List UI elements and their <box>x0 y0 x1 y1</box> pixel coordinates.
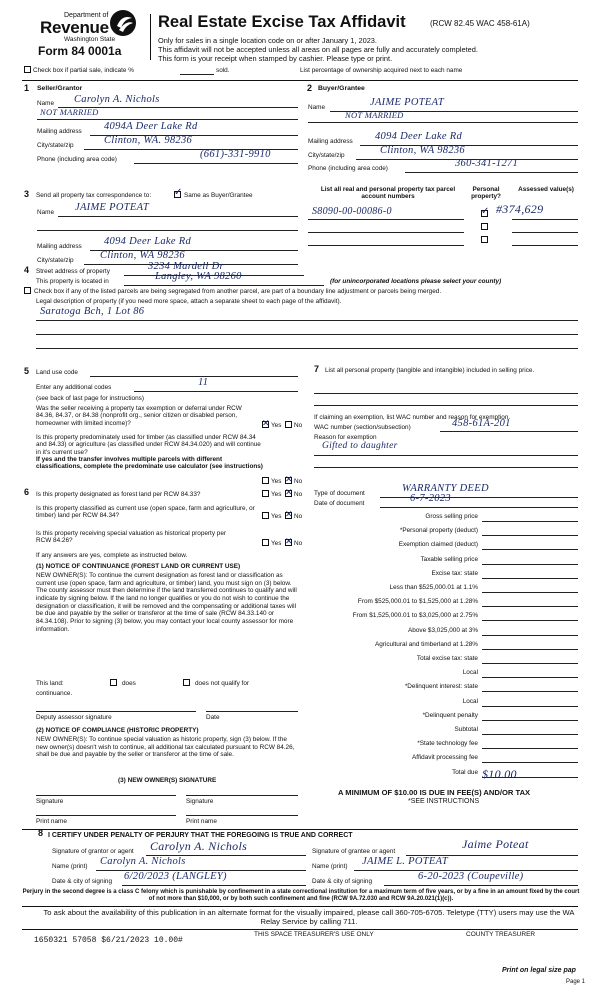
tax-row-label: Taxable selling price <box>420 555 478 563</box>
s6-print-label-1: Print name <box>36 818 67 825</box>
s6-q2-yes: Yes <box>271 513 282 520</box>
footer-rule <box>22 906 578 907</box>
s6-q3-yes: Yes <box>271 540 282 547</box>
s4-loc-line <box>124 285 324 286</box>
minimum-notice: A MINIMUM OF $10.00 IS DUE IN FEE(S) AND/OR TAX <box>338 788 531 797</box>
s7-wac-value[interactable]: 458-61A-201 <box>452 418 511 429</box>
s1-mail-label: Mailing address <box>37 128 82 135</box>
s3-city-label: City/state/zip <box>37 257 74 264</box>
s8-sg-value[interactable]: Carolyn A. Nichols <box>150 839 248 853</box>
s5-q1: Was the seller receiving a property tax exemption or deferral under RCW 84.36, 84.37, or 84.38 (nonprofit org., senior citizen or disabled person, homeowner with limited income)? <box>36 405 242 427</box>
s6-n2-title: (2) NOTICE OF COMPLIANCE (HISTORIC PROPERTY) <box>36 727 199 734</box>
s7-wac-label: WAC number (section/subsection) <box>314 424 411 431</box>
tax-row-field[interactable] <box>482 649 578 650</box>
intro-line-2: This affidavit will not be accepted unless all areas on all pages are fully and accurately completed. <box>158 45 478 54</box>
s6-n2-text: NEW OWNER(S): To continue special valuation as historic property, sign (3) below. If the new owner(s) doesn't wish to continue, all additional tax calculated pursuant to RCW 84.26, shall be due and payable by the seller or transferor at the time of sale. <box>36 736 295 759</box>
s5-q1-no: No <box>294 422 303 429</box>
tax-row-field[interactable] <box>482 635 578 636</box>
s8-db-label: Date & city of signing <box>312 878 373 885</box>
s6-print-label-2: Print name <box>186 818 217 825</box>
s2-number: 2 <box>307 83 313 93</box>
s7-line-2 <box>314 405 578 406</box>
s1-city-value[interactable]: Clinton, WA. 98236 <box>104 135 193 146</box>
s6-q1-yes-checkbox[interactable] <box>262 490 269 497</box>
s2-name2-line <box>308 122 578 123</box>
tax-row-field[interactable] <box>482 691 578 692</box>
list-pct-label: List percentage of ownership acquired next to each name <box>300 67 463 74</box>
s6-deputy-label: Deputy assessor signature <box>36 714 112 721</box>
s4-loc-value[interactable]: Langley, WA 98260 <box>155 271 242 282</box>
s6-q2-no-checkbox[interactable] <box>285 512 292 519</box>
s4-street-label: Street address of property <box>36 268 110 275</box>
header-divider <box>150 14 151 60</box>
s3-blank-line <box>37 230 298 231</box>
s7-docdate-line <box>380 507 578 508</box>
tax-row-field[interactable] <box>482 762 578 763</box>
s8-ng-label: Name (print) <box>52 863 88 870</box>
s4-seg-checkbox[interactable] <box>24 287 31 294</box>
s6-ifany: If any answers are yes, complete as instructed below. <box>36 552 188 559</box>
parcel-line-2 <box>308 232 464 233</box>
s6-print-line-2 <box>186 815 298 816</box>
s3-name-value[interactable]: JAIME POTEAT <box>75 202 150 213</box>
s5-q2-no-checkbox[interactable] <box>285 477 292 484</box>
s8-cert: I CERTIFY UNDER PENALTY OF PERJURY THAT THE FOREGOING IS TRUE AND CORRECT <box>48 832 353 839</box>
s3-city-value[interactable]: Clinton, WA 98236 <box>100 250 185 261</box>
s6-q2-yes-checkbox[interactable] <box>262 512 269 519</box>
page-number: Page 1 <box>566 979 586 985</box>
parcel-personal-checkbox-2[interactable] <box>481 223 488 230</box>
intro-line-3: This form is your receipt when stamped by cashier. Please type or print. <box>158 54 393 63</box>
s6-q3-yes-checkbox[interactable] <box>262 539 269 546</box>
s8-db-line <box>384 885 578 886</box>
s8-dg-value[interactable]: 6/20/2023 (LANGLEY) <box>124 871 227 882</box>
s2-title: Buyer/Grantee <box>318 85 365 92</box>
s4-legal-label: Legal description of property (if you need more space, attach a separate sheet to each page of the affidavit). <box>36 298 342 305</box>
s3-same-checkbox[interactable] <box>174 191 181 198</box>
s2-city-label: City/state/zip <box>308 152 345 159</box>
s6-does: does <box>122 680 136 687</box>
parcel-header-personal: Personal property? <box>471 186 501 201</box>
tax-row-label: Exemption claimed (deduct) <box>398 541 478 549</box>
s4-legal-line-3 <box>36 348 578 349</box>
s6-q1-no: No <box>294 491 303 498</box>
see-instructions: *SEE INSTRUCTIONS <box>408 798 480 805</box>
parcel-line-1 <box>308 219 464 220</box>
s4-legal-value[interactable]: Saratoga Bch, 1 Lot 86 <box>40 306 145 317</box>
partial-pct-field[interactable] <box>180 74 214 75</box>
s1-name-value[interactable]: Carolyn A. Nichols <box>74 94 160 105</box>
s1-name2-line <box>37 119 298 120</box>
s7-doc-value[interactable]: WARRANTY DEED <box>402 483 489 494</box>
s7-reason-value[interactable]: Gifted to daughter <box>322 441 398 451</box>
parcel-header-numbers: List all real and personal property tax parcel account numbers <box>320 186 456 201</box>
s1-phone-label: Phone (including area code) <box>37 156 117 163</box>
s5-see-label: (see back of last page for instructions) <box>36 395 144 402</box>
s1-name2-value[interactable]: NOT MARRIED <box>40 107 99 117</box>
s6-n1-title: (1) NOTICE OF CONTINUANCE (FOREST LAND OR CURRENT USE) <box>36 563 241 570</box>
tax-row-field[interactable] <box>482 578 578 579</box>
s2-phone-line <box>405 172 578 173</box>
tax-row-field[interactable] <box>482 720 578 721</box>
s2-name-value[interactable]: JAIME POTEAT <box>370 97 445 108</box>
alt-format-notice: To ask about the availability of this publication in an alternate format for the visually impaired, please call 360-705-6705. Teletype (TTY) users may use the WA Relay Service by calling 711. <box>43 908 575 926</box>
tax-row-label: Total excise tax: state <box>416 655 478 662</box>
partial-sale-label: Check box if partial sale, indicate % <box>33 67 134 74</box>
s5-addl-line <box>134 391 298 392</box>
tax-row-label: Total due <box>452 768 478 776</box>
parcel-value[interactable]: #374,629 <box>496 202 544 216</box>
s6-q3-no: No <box>294 540 303 547</box>
s8-dg-label: Date & city of signing <box>52 878 113 885</box>
tax-row-field[interactable] <box>482 748 578 749</box>
tax-row-field[interactable] <box>482 549 578 550</box>
s4-seg-label: Check box if any of the listed parcels are being segregated from another parcel, are part of a boundary line adjustment or parcels being merged. <box>34 288 442 295</box>
s5-use-label: Land use code <box>36 369 78 376</box>
tax-row-label: Agricultural and timberland at 1.28% <box>374 640 478 648</box>
s6-print-line-1 <box>36 815 176 816</box>
s5-addl-value[interactable]: 11 <box>198 377 209 388</box>
tax-row-label: *Delinquent penalty <box>422 711 478 719</box>
form-number: Form 84 0001a <box>38 44 122 58</box>
revenue-logo-text: Revenue <box>40 18 109 37</box>
s7-exempt-label: If claiming an exemption, list WAC number and reason for exemption. <box>314 414 511 421</box>
tax-row-field[interactable] <box>482 734 578 735</box>
parcel-value-line-2 <box>512 232 578 233</box>
s1-title: Seller/Grantor <box>37 85 83 92</box>
s6-q1-yes: Yes <box>271 491 282 498</box>
s2-phone-label: Phone (including area code) <box>308 165 388 172</box>
s6-sig-label-2: Signature <box>186 798 214 805</box>
s7-number: 7 <box>314 364 320 374</box>
s6-does-not-checkbox[interactable] <box>183 679 190 686</box>
s1-number: 1 <box>24 83 30 93</box>
s6-q2: Is this property classified as current use (open space, farm and agriculture, or timber) land per RCW 84.34? <box>36 505 255 520</box>
parcel-value-line-1 <box>512 219 578 220</box>
tax-row-field[interactable] <box>482 592 578 593</box>
tax-row-label: Excise tax: state <box>431 569 478 577</box>
header-rule <box>22 80 578 81</box>
tax-row-field[interactable] <box>482 521 578 522</box>
parcel-number-value[interactable]: S8090-00-00086-0 <box>312 206 392 217</box>
s8-nb-label: Name (print) <box>312 863 348 870</box>
s8-sg-label: Signature of grantor or agent <box>52 848 134 855</box>
s1-mail-value[interactable]: 4094A Deer Lake Rd <box>104 121 198 132</box>
s2-name-label: Name <box>308 104 326 111</box>
s7-doc-label: Type of document <box>314 490 365 497</box>
dept-label: Department of <box>64 12 109 19</box>
s5-q2-yes: Yes <box>271 478 282 485</box>
tax-row-field[interactable] <box>482 620 578 621</box>
tax-row-field[interactable] <box>482 535 578 536</box>
s4-legal-line-1 <box>36 320 578 321</box>
intro-line-1: Only for sales in a single location code on or after January 1, 2023. <box>158 36 377 45</box>
tax-row-label: *State technology fee <box>417 740 478 748</box>
s3-text: Send all property tax correspondence to: <box>36 192 152 199</box>
s5-q2b: If yes and the transfer involves multiple parcels with different classifications, complete the predominate use calculator (see instructions) <box>36 456 263 471</box>
s5-q2-no: No <box>294 478 303 485</box>
tax-row-label: From $1,525,000.01 to $3,025,000 at 2.75% <box>352 612 478 620</box>
cashier-stamp: 1650321 57058 $6/21/2023 10.00# <box>34 936 183 945</box>
s5-q2: Is this property predominately used for timber (as classified under RCW 84.34 and 84.33) or agriculture (as classified under RCW 84.34.020) and will continue in it's current use? <box>36 434 261 456</box>
s2-mail-value[interactable]: 4094 Deer Lake Rd <box>375 131 463 142</box>
tax-row-label: From $525,000.01 to $1,525,000 at 1.28% <box>357 598 478 606</box>
s2-phone-value[interactable]: 360-341-1271 <box>455 158 519 169</box>
s6-q1: Is this property designated as forest land per RCW 84.33? <box>36 491 201 498</box>
state-label: Washington State <box>64 36 116 43</box>
s3-mail-label: Mailing address <box>37 243 82 250</box>
tax-row-field[interactable] <box>482 706 578 707</box>
parcel-personal-checkbox-3[interactable] <box>481 236 488 243</box>
s6-sig-label-1: Signature <box>36 798 64 805</box>
parcel-header-value: Assessed value(s) <box>518 186 574 193</box>
tax-row-label: Gross selling price <box>425 513 478 520</box>
s8-sb-value[interactable]: Jaime Poteat <box>462 837 529 851</box>
s7-wac-line <box>440 431 578 432</box>
s5-q1-yes: Yes <box>271 422 282 429</box>
s3-number: 3 <box>24 189 30 199</box>
tax-row-label: *Personal property (deduct) <box>399 527 478 535</box>
s4-uninc: (for unincorporated locations please select your county) <box>330 278 502 285</box>
s3-same-label: Same as Buyer/Grantee <box>184 192 253 199</box>
tax-row-label: Local <box>462 697 478 705</box>
s7-reason-line-1 <box>314 455 578 456</box>
s4-loc-label: This property is located in <box>36 278 109 285</box>
s6-this-land: This land: <box>36 680 64 687</box>
s8-sb-label: Signature of grantee or agent <box>312 848 396 855</box>
county-treasurer: COUNTY TREASURER <box>466 931 536 938</box>
s2-name2-value[interactable]: NOT MARRIED <box>345 110 404 120</box>
s4-legal-line-2 <box>36 334 578 335</box>
s3-name-line <box>58 216 298 217</box>
s7-docdate-label: Date of document <box>314 500 365 507</box>
s7-text: List all personal property (tangible and intangible) included in selling price. <box>325 367 535 374</box>
s7-line-1 <box>314 393 578 394</box>
s6-does-not: does not qualify for <box>195 680 249 687</box>
s1-name-label: Name <box>37 100 55 107</box>
s6-date-label: Date <box>206 714 220 721</box>
s6-number: 6 <box>24 487 30 497</box>
tax-row-label: *Delinquent interest: state <box>404 683 478 691</box>
s5-q2-yes-checkbox[interactable] <box>262 477 269 484</box>
s8-top-rule <box>22 829 578 830</box>
form-title: Real Estate Excise Tax Affidavit <box>158 13 406 31</box>
s5-q1-yes-checkbox[interactable] <box>262 421 269 428</box>
logo-icon <box>110 10 136 36</box>
s1-phone-value[interactable]: (661)-331-9910 <box>200 149 271 160</box>
s6-n1-text: NEW OWNER(S): To continue the current designation as forest land or classification as current use (open space, farm and agriculture, or timber) land, you must sign on (3) below. The county assessor must then determine if the land transferred continues to qualify and will indicate by signing below. If the land no longer qualifies or you do not wish to continue the designation or classification, it will be removed and the compensating or additional taxes will be due and payable by the seller or transferor at the time of sale (RCW 84.33.140 or 84.34.108). Prior to signing (3) below, you may contact your local county assessor for more information. <box>36 572 297 633</box>
legal-size-note: Print on legal size pap <box>502 967 576 974</box>
s4-number: 4 <box>24 265 30 275</box>
tax-row-label: Above $3,025,000 at 3% <box>408 626 478 634</box>
s2-city-value[interactable]: Clinton, WA 98236 <box>380 145 465 156</box>
s5-addl-label: Enter any additional codes <box>36 384 112 391</box>
treasurer-only: THIS SPACE TREASURER'S USE ONLY <box>254 931 374 938</box>
s1-city-label: City/state/zip <box>37 142 74 149</box>
total-due-value[interactable]: $10.00 <box>482 767 517 781</box>
s5-q1-no-checkbox[interactable] <box>285 421 292 428</box>
s8-nb-value[interactable]: JAIME L. POTEAT <box>362 856 449 867</box>
s6-date-line <box>206 711 298 712</box>
s7-docdate-value[interactable]: 6-7-2023 <box>410 493 451 504</box>
s6-sig-line-2 <box>186 795 298 796</box>
s6-sig-line-1 <box>36 795 176 796</box>
s5-number: 5 <box>24 366 30 376</box>
tax-row-label: Affidavit processing fee <box>412 754 478 762</box>
s5-use-line <box>90 376 298 377</box>
s6-continuance: continuance. <box>36 690 73 697</box>
tax-row-label: Less than $525,000.01 at 1.1% <box>389 584 478 591</box>
s7-reason-label: Reason for exemption <box>314 434 377 441</box>
tax-row-field[interactable] <box>482 663 578 664</box>
parcel-value-line-3 <box>512 245 578 246</box>
sold-label: sold. <box>216 67 230 74</box>
s6-q3-no-checkbox[interactable] <box>285 539 292 546</box>
partial-sale-checkbox[interactable] <box>24 66 31 73</box>
tax-row-field[interactable] <box>482 606 578 607</box>
treasurer-rule <box>22 929 578 930</box>
s6-n3-title: (3) NEW OWNER(S) SIGNATURE <box>118 777 217 784</box>
parcel-line-3 <box>308 245 464 246</box>
s6-does-checkbox[interactable] <box>110 679 117 686</box>
tax-row-label: Local <box>462 669 478 677</box>
parcel-personal-checkbox-1[interactable] <box>481 210 488 217</box>
tax-row-field[interactable] <box>482 564 578 565</box>
s6-q3: Is this property receiving special valuation as historical property per RCW 84.26? <box>36 530 227 545</box>
perjury-notice: Perjury in the second degree is a class C felony which is punishable by confinement in a state correctional institution for a maximum term of five years, or by a fine in an amount fixed by the court of not more than $10,000, or by both such confinement and fine (RCW 9A.72.030 and RCW 9A.20.021(1)(c)). <box>22 889 580 902</box>
s3-name-label: Name <box>37 209 55 216</box>
s2-mail-label: Mailing address <box>308 138 353 145</box>
s1-phone-line <box>134 163 298 164</box>
s6-deputy-line <box>36 711 196 712</box>
s8-number: 8 <box>38 828 44 838</box>
s6-q1-no-checkbox[interactable] <box>285 490 292 497</box>
rcw-ref: (RCW 82.45 WAC 458-61A) <box>430 19 530 28</box>
s8-dg-line <box>122 885 306 886</box>
s3-mail-value[interactable]: 4094 Deer Lake Rd <box>104 236 192 247</box>
tax-row-label: Subtotal <box>454 726 478 733</box>
s4-street-value[interactable]: 3234 Mardell Dr <box>148 261 224 272</box>
s8-ng-value[interactable]: Carolyn A. Nichols <box>100 856 186 867</box>
s6-q2-no: No <box>294 513 303 520</box>
s8-db-value[interactable]: 6-20-2023 (Coupeville) <box>418 871 524 882</box>
s7-reason-line-2 <box>314 467 578 468</box>
tax-row-field[interactable] <box>482 677 578 678</box>
